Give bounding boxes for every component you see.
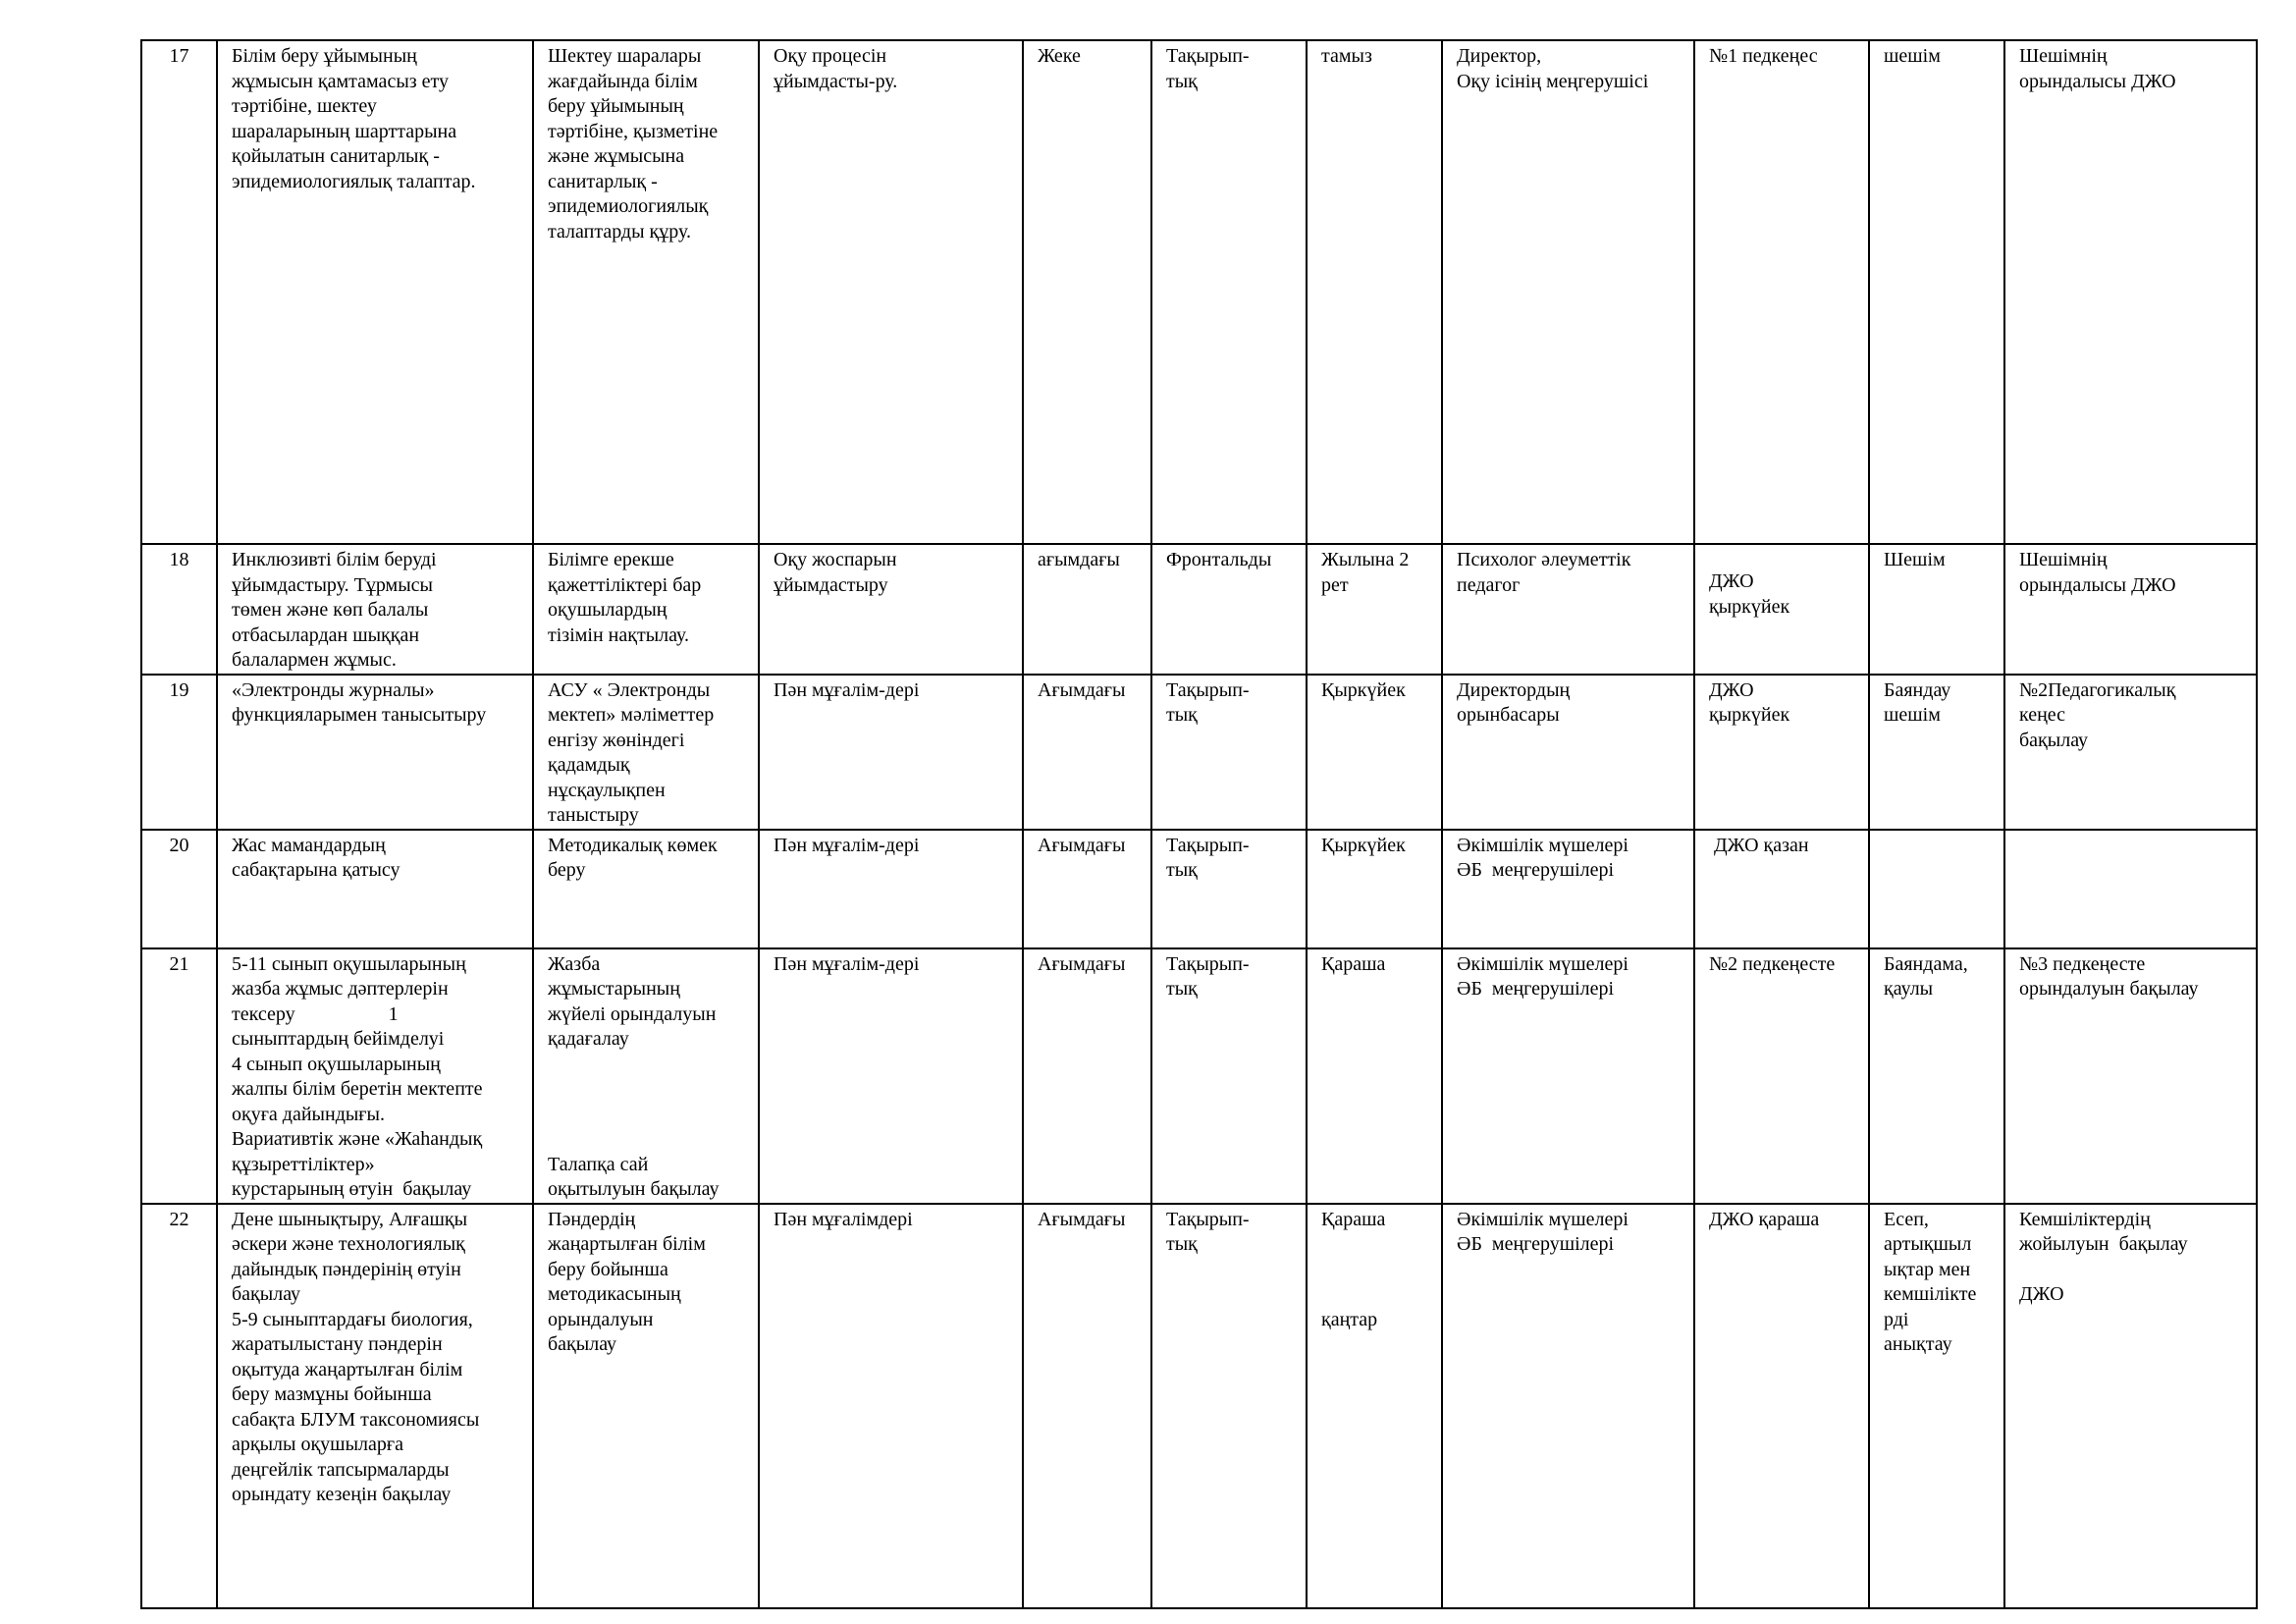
cell-line: Методикалық көмек	[548, 834, 718, 856]
cell-follow-up	[2004, 948, 2257, 1204]
cell-line: қаулы	[1884, 978, 1934, 1000]
cell-line: кеңес	[2019, 704, 2066, 726]
cell-line: функцияларымен танысытыру	[232, 704, 487, 726]
cell-line: Қыркүйек	[1321, 678, 1406, 701]
cell-line: ДЖО қараша	[1709, 1208, 1820, 1230]
cell-line: Шешімнің	[2019, 549, 2108, 570]
cell-line: ДЖО қазан	[1709, 834, 1809, 856]
cell-type	[1023, 40, 1151, 544]
cell-line: Ағымдағы	[1038, 952, 1126, 975]
cell-line: Вариативтік және «Жаһандық	[232, 1128, 483, 1150]
cell-line: 4 сынып оқушыларының	[232, 1053, 441, 1075]
cell-topic	[217, 830, 533, 948]
cell-line: Шешім	[1884, 549, 1946, 570]
cell-line: Ағымдағы	[1038, 678, 1126, 701]
cell-result	[1869, 948, 2004, 1204]
cell-line: Жеке	[1038, 45, 1081, 67]
cell-line: қадамдық	[548, 754, 630, 776]
cell-result	[1869, 1204, 2004, 1608]
cell-line: қажеттіліктері бар	[548, 573, 702, 596]
cell-line: Фронтальды	[1166, 549, 1272, 570]
cell-line: Тақырып-	[1166, 1208, 1250, 1230]
cell-line: Қараша	[1321, 952, 1386, 975]
cell-line: Жазба	[548, 952, 601, 975]
cell-line: қадағалау	[548, 1028, 629, 1050]
cell-follow-up	[2004, 830, 2257, 948]
cell-line: орындату кезеңін бақылау	[232, 1484, 452, 1505]
cell-period	[1307, 40, 1442, 544]
cell-line: Дене шынықтыру, Алғашқы	[232, 1208, 468, 1230]
cell-method	[1151, 544, 1307, 675]
cell-line: рет	[1321, 573, 1349, 596]
cell-line: анықтау	[1884, 1333, 1952, 1355]
cell-line: Ағымдағы	[1038, 1208, 1126, 1230]
cell-line: арқылы оқушыларға	[232, 1434, 403, 1455]
cell-line: енгізу жөніндегі	[548, 729, 685, 751]
cell-line: ДЖО	[1709, 570, 1754, 592]
cell-line: артықшыл	[1884, 1233, 1972, 1255]
cell-responsible	[1442, 1204, 1694, 1608]
cell-responsible	[1442, 544, 1694, 675]
cell-topic	[217, 675, 533, 830]
cell-line: жұмыстарының	[548, 978, 680, 1000]
cell-review-place	[1694, 830, 1869, 948]
cell-line: жұмысын қамтамасыз ету	[232, 70, 450, 92]
cell-topic	[217, 40, 533, 544]
cell-line: 5-9 сыныптардағы биология,	[232, 1308, 473, 1330]
plan-table	[140, 39, 2258, 1609]
cell-line: Қараша	[1321, 1208, 1386, 1230]
cell-line: тық	[1166, 978, 1198, 1000]
cell-type	[1023, 830, 1151, 948]
cell-follow-up	[2004, 1204, 2257, 1608]
cell-result	[1869, 544, 2004, 675]
cell-line: ықтар мен	[1884, 1258, 1971, 1280]
cell-line: жаратылыстану пәндерін	[232, 1333, 443, 1355]
cell-line: қойылатын санитарлық -	[232, 145, 440, 167]
cell-line: жаңартылған білім	[548, 1233, 706, 1255]
cell-object	[759, 544, 1023, 675]
cell-line: орындалысы ДЖО	[2019, 70, 2176, 92]
cell-line: Білімге ерекше	[548, 549, 674, 570]
cell-line: Білім беру ұйымының	[232, 45, 417, 67]
cell-line: сабақтарына қатысу	[232, 859, 400, 881]
cell-method	[1151, 948, 1307, 1204]
cell-line: ӘБ меңгерушілері	[1457, 1233, 1615, 1255]
cell-line: жойылуын бақылау	[2019, 1233, 2188, 1255]
cell-line: ұйымдастыру. Тұрмысы	[232, 573, 433, 596]
cell-line: тық	[1166, 70, 1198, 92]
cell-line: ДЖО	[2019, 1283, 2064, 1305]
cell-number: 19	[141, 675, 217, 830]
cell-method	[1151, 1204, 1307, 1608]
cell-goal	[533, 544, 759, 675]
cell-line: 5-11 сынып оқушыларының	[232, 952, 466, 975]
cell-number: 22	[141, 1204, 217, 1608]
cell-line: санитарлық -	[548, 170, 658, 192]
cell-line: Әкімшілік мүшелері	[1457, 952, 1629, 975]
cell-line: шешім	[1884, 704, 1941, 726]
cell-line: талаптарды құру.	[548, 220, 691, 243]
cell-line: бақылау	[2019, 729, 2089, 751]
cell-line: Кемшіліктердің	[2019, 1208, 2151, 1230]
cell-line: орындалысы ДЖО	[2019, 573, 2176, 596]
cell-line: «Электронды журналы»	[232, 678, 435, 701]
table-row	[141, 544, 2257, 675]
cell-period	[1307, 675, 1442, 830]
cell-line: ӘБ меңгерушілері	[1457, 978, 1615, 1000]
cell-line: Пән мұғалім-дері	[774, 678, 920, 701]
cell-line: оқытылуын бақылау	[548, 1178, 720, 1200]
cell-line: №3 педкеңесте	[2019, 952, 2146, 975]
cell-line: жалпы білім беретін мектепте	[232, 1078, 483, 1100]
cell-line: қаңтар	[1321, 1308, 1378, 1330]
cell-line: тексеру 1	[232, 1002, 399, 1025]
cell-review-place	[1694, 544, 1869, 675]
cell-line: отбасылардан шыққан	[232, 623, 420, 646]
cell-line: орындалуын	[548, 1308, 654, 1330]
cell-object	[759, 1204, 1023, 1608]
table-row	[141, 675, 2257, 830]
cell-line: эпидемиологиялық	[548, 195, 709, 217]
cell-line: Әкімшілік мүшелері	[1457, 1208, 1629, 1230]
plan-table-body	[141, 40, 2257, 1608]
cell-line: Есеп,	[1884, 1208, 1929, 1230]
cell-line: Тақырып-	[1166, 678, 1250, 701]
cell-review-place	[1694, 40, 1869, 544]
cell-line: Шешімнің	[2019, 45, 2108, 67]
cell-line: Баяндау	[1884, 678, 1951, 701]
cell-line: методикасының	[548, 1283, 681, 1305]
cell-line: қыркүйек	[1709, 595, 1790, 618]
cell-number: 20	[141, 830, 217, 948]
cell-period	[1307, 544, 1442, 675]
cell-object	[759, 675, 1023, 830]
cell-line: бақылау	[232, 1283, 301, 1305]
cell-line: тәртібіне, шектеу	[232, 95, 377, 117]
cell-line: тәртібіне, қызметіне	[548, 120, 719, 142]
cell-line: оқушылардың	[548, 599, 667, 621]
cell-line: жүйелі орындалуын	[548, 1002, 717, 1025]
cell-line: АСУ « Электронды	[548, 678, 711, 701]
cell-line: беру мазмұны бойынша	[232, 1383, 432, 1405]
cell-result	[1869, 40, 2004, 544]
cell-line: тық	[1166, 1233, 1198, 1255]
cell-review-place	[1694, 675, 1869, 830]
cell-method	[1151, 675, 1307, 830]
cell-result	[1869, 675, 2004, 830]
cell-line: таныстыру	[548, 804, 639, 826]
table-row	[141, 830, 2257, 948]
cell-line: Қыркүйек	[1321, 834, 1406, 856]
cell-line: Психолог әлеуметтік	[1457, 549, 1631, 570]
table-row	[141, 40, 2257, 544]
cell-line: Оқу ісінің меңгерушісі	[1457, 70, 1649, 92]
cell-line: оқытуда жаңартылған білім	[232, 1358, 463, 1380]
cell-line: Пән мұғалім-дері	[774, 834, 920, 856]
cell-type	[1023, 675, 1151, 830]
cell-review-place	[1694, 1204, 1869, 1608]
cell-type	[1023, 544, 1151, 675]
cell-line: балалармен жұмыс.	[232, 649, 397, 671]
cell-line: кемшілікте	[1884, 1283, 1977, 1305]
cell-result	[1869, 830, 2004, 948]
cell-topic	[217, 948, 533, 1204]
cell-follow-up	[2004, 675, 2257, 830]
cell-line: Талапқа сай	[548, 1153, 649, 1175]
cell-line: Оқу процесін	[774, 45, 887, 67]
cell-line: №2 педкеңесте	[1709, 952, 1836, 975]
cell-line: қыркүйек	[1709, 704, 1790, 726]
cell-line: Директор,	[1457, 45, 1542, 67]
cell-line: нұсқаулықпен	[548, 779, 666, 801]
cell-goal	[533, 40, 759, 544]
cell-object	[759, 948, 1023, 1204]
cell-line: деңгейлік тапсырмаларды	[232, 1458, 450, 1481]
cell-line: құзыреттіліктер»	[232, 1153, 375, 1175]
cell-line: ұйымдастыру	[774, 573, 888, 596]
cell-method	[1151, 40, 1307, 544]
cell-number: 18	[141, 544, 217, 675]
cell-method	[1151, 830, 1307, 948]
table-row	[141, 1204, 2257, 1608]
cell-period	[1307, 948, 1442, 1204]
cell-line: төмен және көп балалы	[232, 599, 429, 621]
cell-line: Ағымдағы	[1038, 834, 1126, 856]
cell-follow-up	[2004, 544, 2257, 675]
cell-line: беру бойынша	[548, 1258, 668, 1280]
cell-goal	[533, 830, 759, 948]
cell-number: 17	[141, 40, 217, 544]
cell-line: және жұмысына	[548, 145, 685, 167]
cell-line: дайындық пәндерінің өтуін	[232, 1258, 461, 1280]
cell-line: беру	[548, 859, 586, 881]
cell-line: ағымдағы	[1038, 549, 1120, 570]
cell-line: тамыз	[1321, 45, 1372, 67]
cell-number: 21	[141, 948, 217, 1204]
cell-object	[759, 830, 1023, 948]
cell-period	[1307, 1204, 1442, 1608]
cell-topic	[217, 1204, 533, 1608]
cell-line: Жас мамандардың	[232, 834, 386, 856]
cell-responsible	[1442, 948, 1694, 1204]
cell-line: мектеп» мәліметтер	[548, 704, 715, 726]
cell-line: Шектеу шаралары	[548, 45, 702, 67]
cell-line: Оқу жоспарын	[774, 549, 897, 570]
cell-line: шешім	[1884, 45, 1941, 67]
cell-line: Директордың	[1457, 678, 1571, 701]
cell-type	[1023, 1204, 1151, 1608]
cell-line: шараларының шарттарына	[232, 120, 457, 142]
cell-line: беру ұйымының	[548, 95, 684, 117]
cell-line: курстарының өтуін бақылау	[232, 1178, 472, 1200]
cell-object	[759, 40, 1023, 544]
cell-line: Тақырып-	[1166, 952, 1250, 975]
cell-follow-up	[2004, 40, 2257, 544]
cell-responsible	[1442, 40, 1694, 544]
cell-line: Баяндама,	[1884, 952, 1968, 975]
cell-topic	[217, 544, 533, 675]
cell-line: жазба жұмыс дәптерлерін	[232, 978, 449, 1000]
cell-line: әскери және технологиялық	[232, 1233, 465, 1255]
cell-line: Әкімшілік мүшелері	[1457, 834, 1629, 856]
cell-line: сыныптардың бейімделуі	[232, 1028, 445, 1050]
table-row	[141, 948, 2257, 1204]
cell-responsible	[1442, 830, 1694, 948]
cell-line: оқуға дайындығы.	[232, 1103, 385, 1125]
cell-line: Пән мұғалім-дері	[774, 952, 920, 975]
cell-line: тізімін нақтылау.	[548, 623, 689, 646]
cell-goal	[533, 675, 759, 830]
cell-line: Пән мұғалімдері	[774, 1208, 913, 1230]
cell-line: орынбасары	[1457, 704, 1560, 726]
cell-line: Тақырып-	[1166, 45, 1250, 67]
cell-type	[1023, 948, 1151, 1204]
cell-line: №1 педкеңес	[1709, 45, 1818, 67]
cell-period	[1307, 830, 1442, 948]
cell-responsible	[1442, 675, 1694, 830]
cell-line: эпидемиологиялық талаптар.	[232, 170, 476, 192]
cell-line: педагог	[1457, 573, 1521, 596]
cell-line: тық	[1166, 859, 1198, 881]
cell-line: №2Педагогикалық	[2019, 678, 2176, 701]
cell-line: бақылау	[548, 1333, 617, 1355]
cell-line: ДЖО	[1709, 678, 1754, 701]
cell-line: Пәндердің	[548, 1208, 636, 1230]
cell-line: ӘБ меңгерушілері	[1457, 859, 1615, 881]
cell-review-place	[1694, 948, 1869, 1204]
cell-line: тық	[1166, 704, 1198, 726]
cell-line: Жылына 2	[1321, 549, 1410, 570]
cell-goal	[533, 948, 759, 1204]
cell-line: ұйымдасты-ру.	[774, 70, 898, 92]
cell-line: рді	[1884, 1308, 1909, 1330]
cell-line: орындалуын бақылау	[2019, 978, 2199, 1000]
cell-line: Инклюзивті білім беруді	[232, 549, 437, 570]
cell-line: жағдайында білім	[548, 70, 698, 92]
cell-line: Тақырып-	[1166, 834, 1250, 856]
cell-goal	[533, 1204, 759, 1608]
cell-line: сабақта БЛУМ таксономиясы	[232, 1408, 480, 1431]
